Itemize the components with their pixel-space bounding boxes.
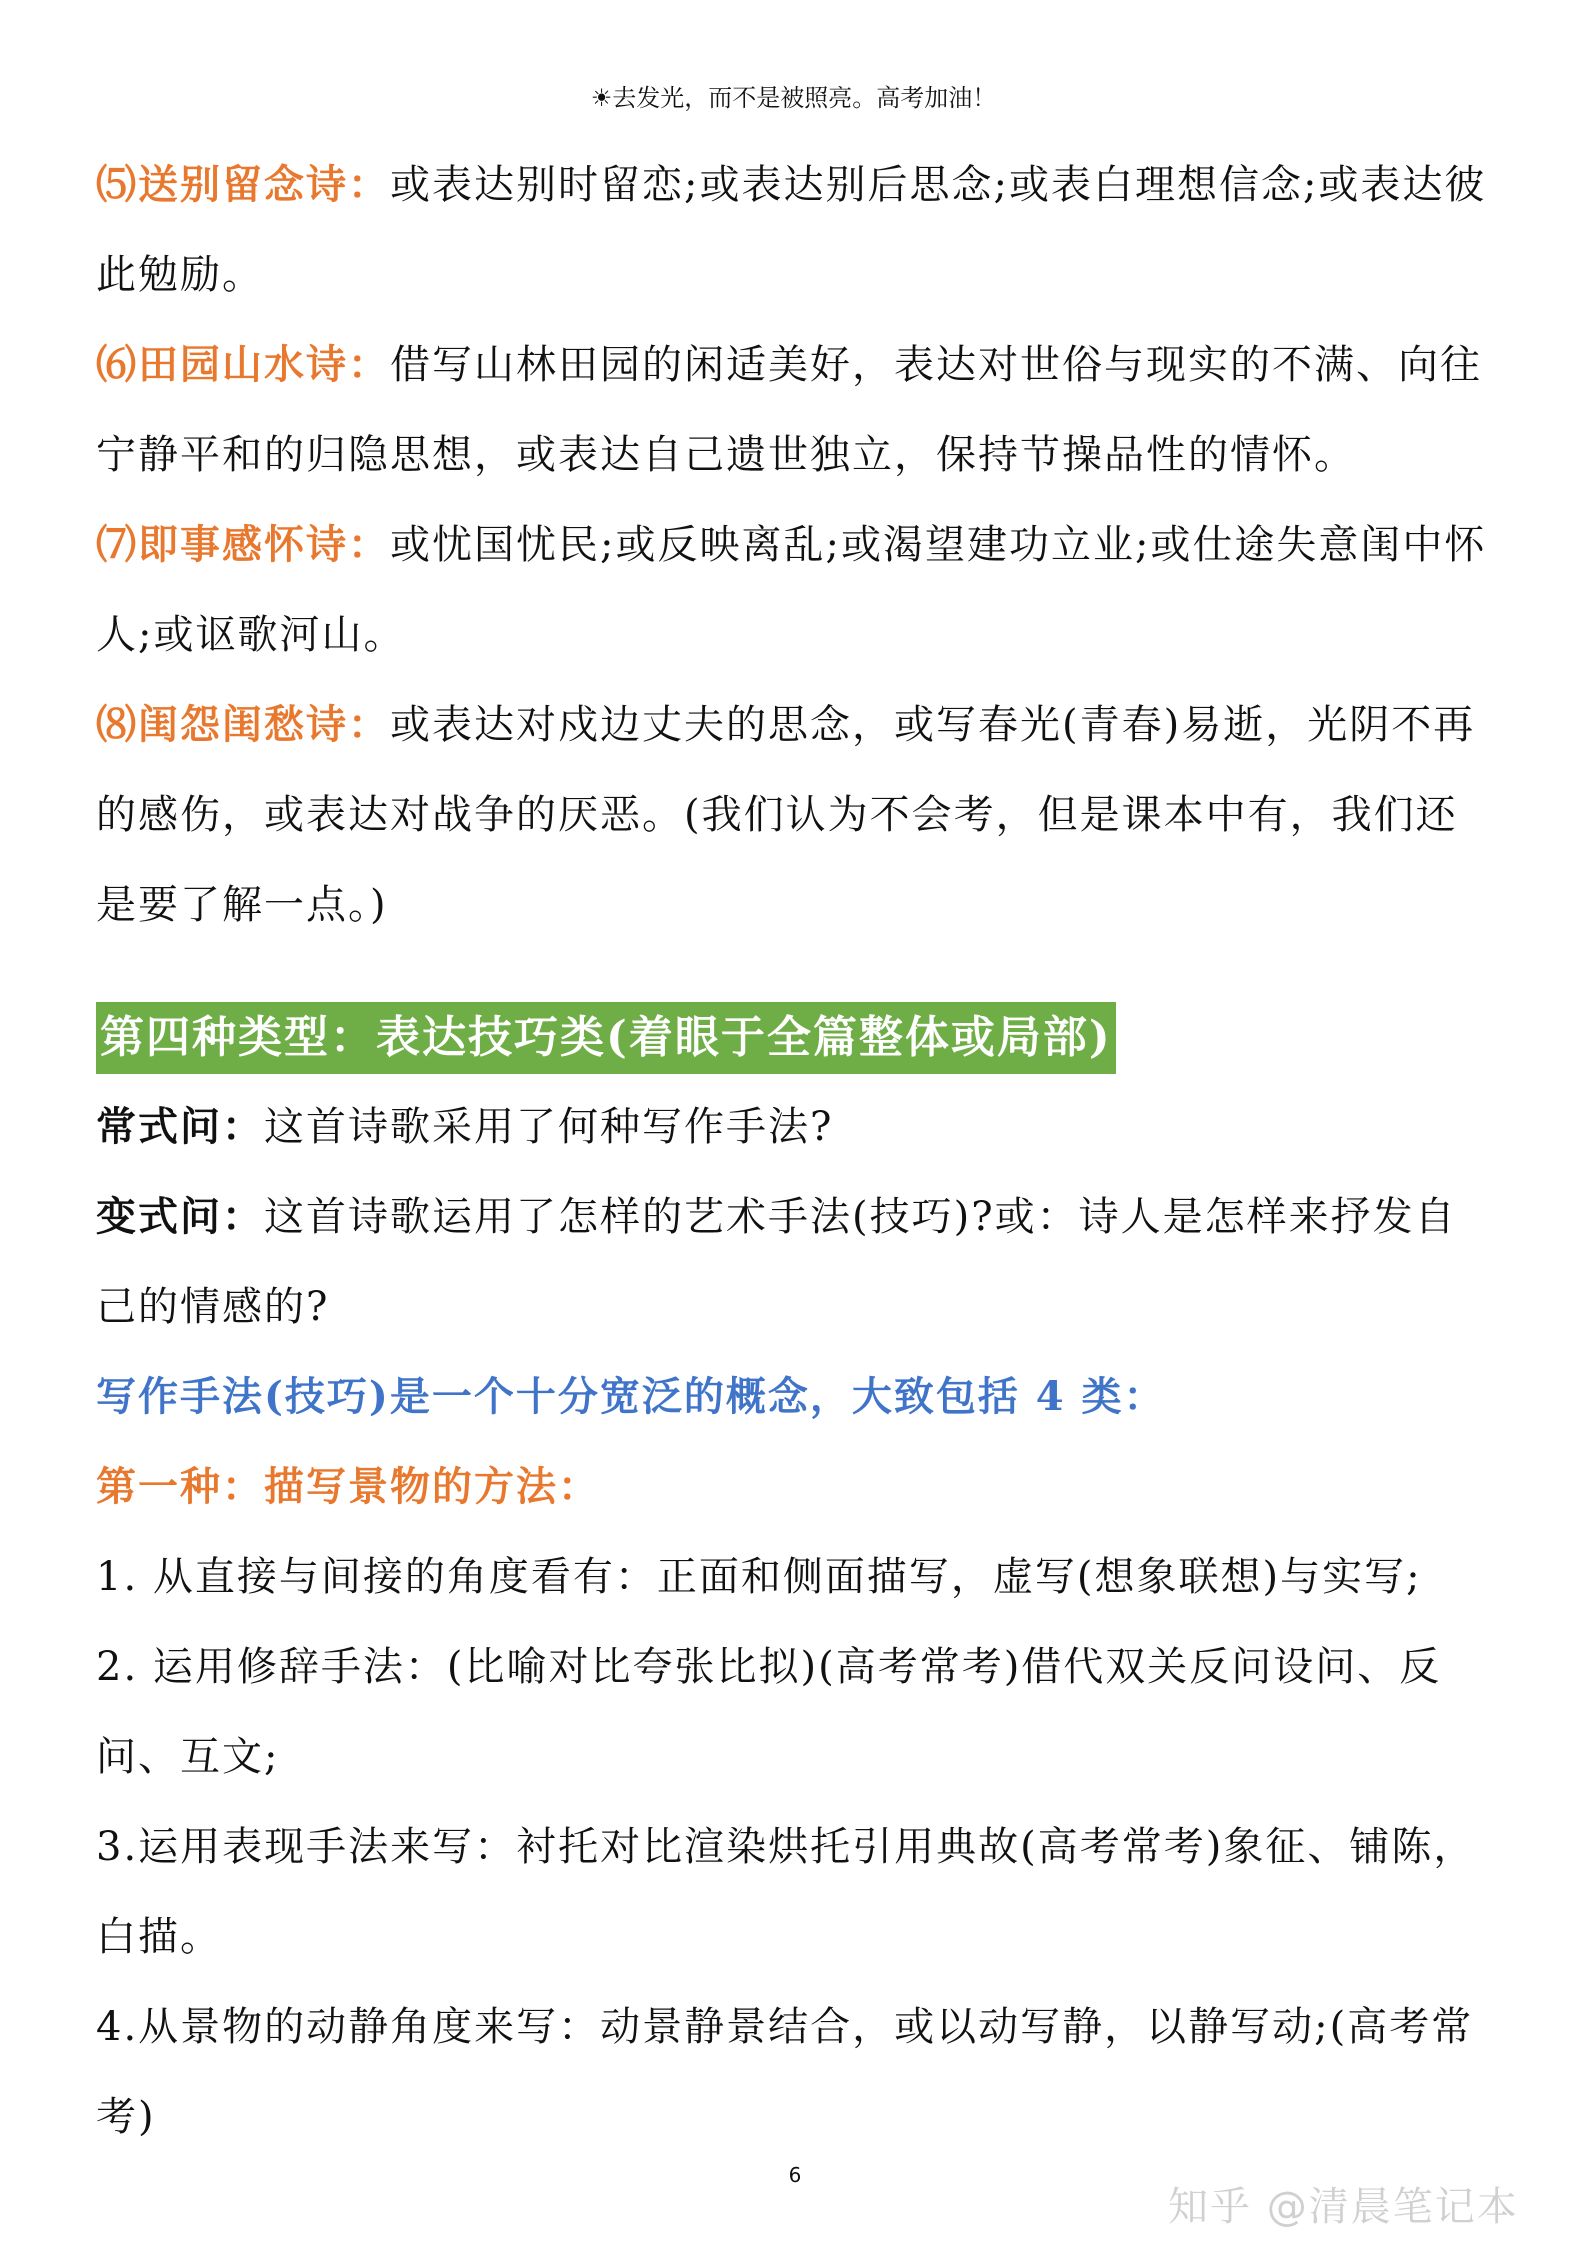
method-item: 1. 从直接与间接的角度看有：正面和侧面描写，虚写(想象联想)与实写; xyxy=(96,1554,1422,1600)
poem-type-item xyxy=(96,320,1496,500)
poem-type-text: 或表达别时留恋;或表达别后思念;或表白理想信念;或表达彼此勉励。 xyxy=(96,162,1487,298)
question-text: 这首诗歌采用了何种写作手法? xyxy=(264,1104,834,1150)
watermark: 知乎 @清晨笔记本 xyxy=(1168,2184,1519,2230)
poem-type-item xyxy=(96,680,1496,950)
poem-type-label: ⑻闺怨闺愁诗： xyxy=(96,701,390,748)
page-number: 6 xyxy=(788,2163,802,2187)
document-body xyxy=(96,140,1496,2162)
poem-type-label: ⑺即事感怀诗： xyxy=(96,521,390,568)
question-item xyxy=(96,1082,1496,1172)
techniques-intro: 写作手法(技巧)是一个十分宽泛的概念，大致包括 4 类： xyxy=(96,1373,1166,1420)
page-header-slogan: ☀去发光，而不是被照亮。高考加油！ xyxy=(590,84,997,112)
poem-type-item xyxy=(96,140,1496,320)
section-heading: 第四种类型：表达技巧类(着眼于全篇整体或局部) xyxy=(96,1002,1116,1074)
question-label: 常式问： xyxy=(96,1103,264,1150)
question-text: 这首诗歌运用了怎样的艺术手法(技巧)?或：诗人是怎样来抒发自己的情感的? xyxy=(96,1194,1457,1330)
method-item: 2. 运用修辞手法：(比喻对比夸张比拟)(高考常考)借代双关反问设问、反问、互文; xyxy=(96,1644,1442,1780)
poem-type-item xyxy=(96,500,1496,680)
poem-type-label: ⑸送别留念诗： xyxy=(96,161,390,208)
poem-type-text: 或表达对戍边丈夫的思念，或写春光(青春)易逝，光阴不再的感伤，或表达对战争的厌恶。(我们认为不会考，但是课本中有，我们还是要了解一点。) xyxy=(96,702,1476,928)
question-label: 变式问： xyxy=(96,1193,264,1240)
poem-type-text: 或忧国忧民;或反映离乱;或渴望建功立业;或仕途失意闺中怀人;或讴歌河山。 xyxy=(96,522,1487,658)
poem-type-label: ⑹田园山水诗： xyxy=(96,341,390,388)
question-item xyxy=(96,1172,1496,1352)
method-item: 3.运用表现手法来写：衬托对比渲染烘托引用典故(高考常考)象征、铺陈，白描。 xyxy=(96,1824,1476,1960)
subheading: 第一种：描写景物的方法： xyxy=(96,1463,600,1510)
method-item: 4.从景物的动静角度来写：动景静景结合，或以动写静，以静写动;(高考常考) xyxy=(96,2004,1474,2140)
poem-type-text: 借写山林田园的闲适美好，表达对世俗与现实的不满、向往宁静平和的归隐思想，或表达自己遗世独立，保持节操品性的情怀。 xyxy=(96,342,1482,478)
